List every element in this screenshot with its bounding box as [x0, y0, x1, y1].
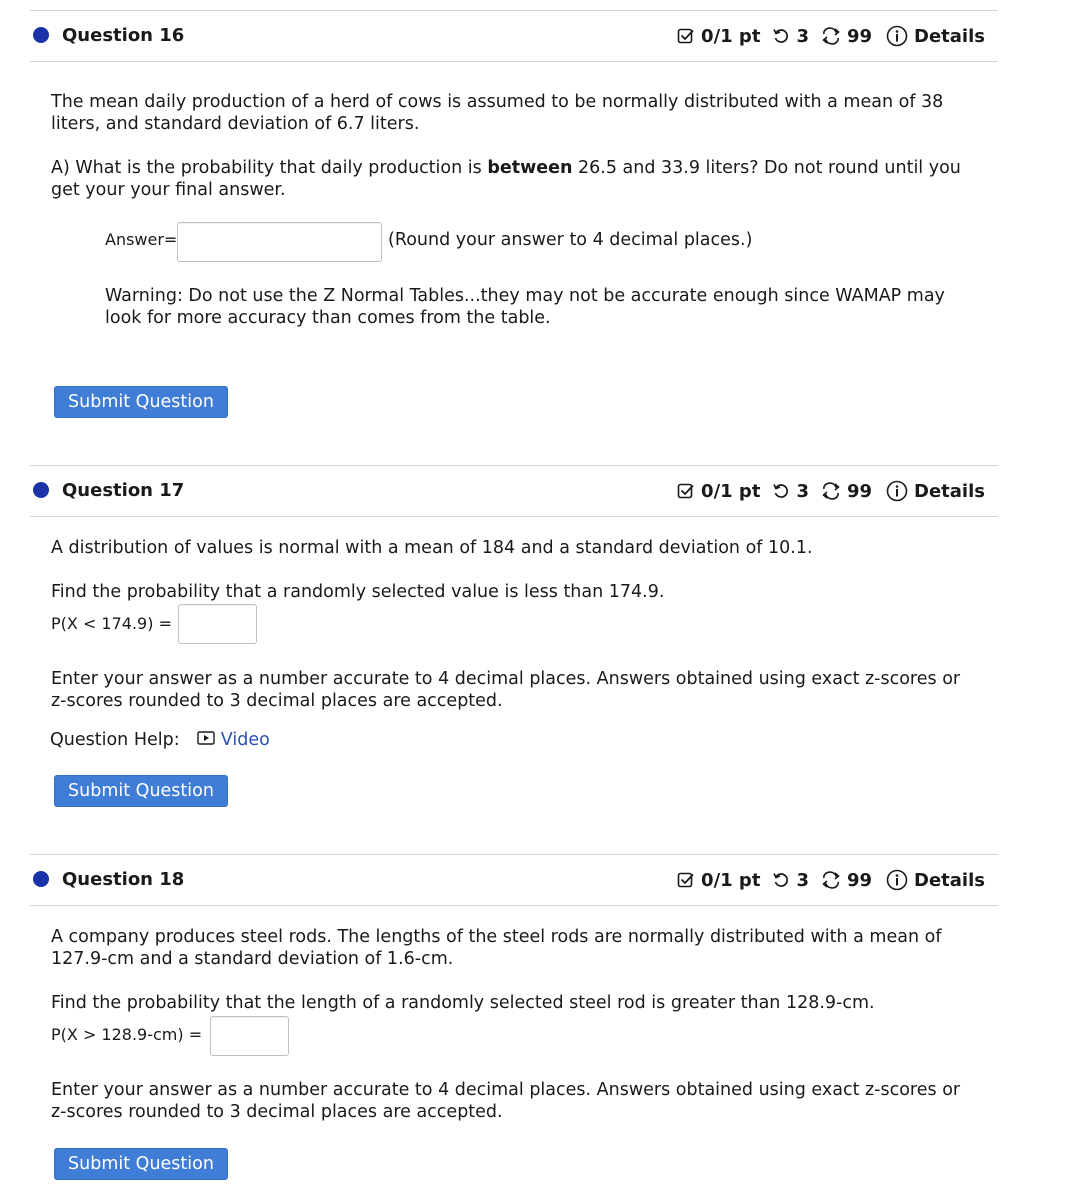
- question-header: [30, 465, 998, 517]
- question-meta: [677, 480, 985, 502]
- details-link[interactable]: Details: [914, 480, 985, 502]
- attempts-icon: [821, 482, 841, 500]
- retry-icon: [772, 871, 790, 889]
- info-icon[interactable]: [886, 869, 908, 891]
- submit-button[interactable]: Submit Question: [54, 775, 228, 807]
- details-link[interactable]: Details: [914, 25, 985, 47]
- submit-button[interactable]: Submit Question: [54, 386, 228, 418]
- question-text: A company produces steel rods. The lengths of the steel rods are normally distributed with a mean of 127.9-cm and a standard deviation of 1.6-cm.: [51, 927, 942, 969]
- retries-count: 3: [796, 25, 809, 47]
- status-dot-icon: [33, 27, 49, 43]
- question-help: [50, 729, 270, 751]
- submit-button[interactable]: Submit Question: [54, 1148, 228, 1180]
- score-text: 0/1 pt: [701, 25, 761, 47]
- part-a-suffix: 26.5 and 33.9 liters? Do not round until you get your your final answer.: [51, 158, 961, 200]
- question-meta: [677, 25, 985, 47]
- score-text: 0/1 pt: [701, 869, 761, 891]
- question-title: Question 16: [62, 25, 185, 46]
- info-icon[interactable]: [886, 480, 908, 502]
- question-part-a: [51, 157, 991, 201]
- equation-label: P(X < 174.9) =: [51, 614, 172, 633]
- retries-count: 3: [796, 480, 809, 502]
- details-link[interactable]: Details: [914, 869, 985, 891]
- retry-icon: [772, 482, 790, 500]
- answer-note: (Round your answer to 4 decimal places.): [388, 230, 753, 250]
- score-check-icon: [677, 871, 695, 889]
- question-prompt: Find the probability that the length of a randomly selected steel rod is greater than 128.9-cm.: [51, 993, 875, 1013]
- video-icon: [197, 729, 215, 751]
- status-dot-icon: [33, 871, 49, 887]
- question-title: Question 18: [62, 869, 185, 890]
- question-header: [30, 854, 998, 906]
- answer-label: Answer=: [105, 230, 178, 249]
- video-link[interactable]: Video: [220, 730, 270, 750]
- answer-input[interactable]: [210, 1016, 289, 1056]
- part-a-prefix: A) What is the probability that daily production is: [51, 158, 488, 178]
- attempts-count: 99: [846, 869, 873, 891]
- answer-input[interactable]: [178, 604, 257, 644]
- retry-icon: [772, 27, 790, 45]
- question-text: The mean daily production of a herd of cows is assumed to be normally distributed with a mean of 38 liters, and standard deviation of 6.7 liters.: [51, 92, 944, 134]
- part-a-bold: between: [487, 158, 573, 178]
- question-16: [30, 10, 998, 412]
- question-title: Question 17: [62, 480, 185, 501]
- score-check-icon: [677, 482, 695, 500]
- question-header: [30, 10, 998, 62]
- help-label: Question Help:: [50, 730, 180, 750]
- question-prompt: Find the probability that a randomly selected value is less than 174.9.: [51, 582, 665, 602]
- score-text: 0/1 pt: [701, 480, 761, 502]
- attempts-count: 99: [846, 25, 873, 47]
- warning-text: Warning: Do not use the Z Normal Tables...they may not be accurate enough since WAMAP may look for more accuracy than comes from the table.: [105, 286, 945, 328]
- answer-input[interactable]: [177, 222, 382, 262]
- status-dot-icon: [33, 482, 49, 498]
- attempts-count: 99: [846, 480, 873, 502]
- retries-count: 3: [796, 869, 809, 891]
- score-check-icon: [677, 27, 695, 45]
- question-meta: [677, 869, 985, 891]
- instructions-text: Enter your answer as a number accurate to 4 decimal places. Answers obtained using exact z-scores or z-scores rounded to 3 decimal places are accepted.: [51, 669, 961, 711]
- question-text: A distribution of values is normal with a mean of 184 and a standard deviation of 10.1.: [51, 538, 813, 558]
- equation-label: P(X > 128.9-cm) =: [51, 1025, 203, 1044]
- attempts-icon: [821, 27, 841, 45]
- question-18: [30, 854, 998, 1174]
- info-icon[interactable]: [886, 25, 908, 47]
- question-17: [30, 465, 998, 801]
- instructions-text: Enter your answer as a number accurate to 4 decimal places. Answers obtained using exact z-scores or z-scores rounded to 3 decimal places are accepted.: [51, 1080, 961, 1122]
- attempts-icon: [821, 871, 841, 889]
